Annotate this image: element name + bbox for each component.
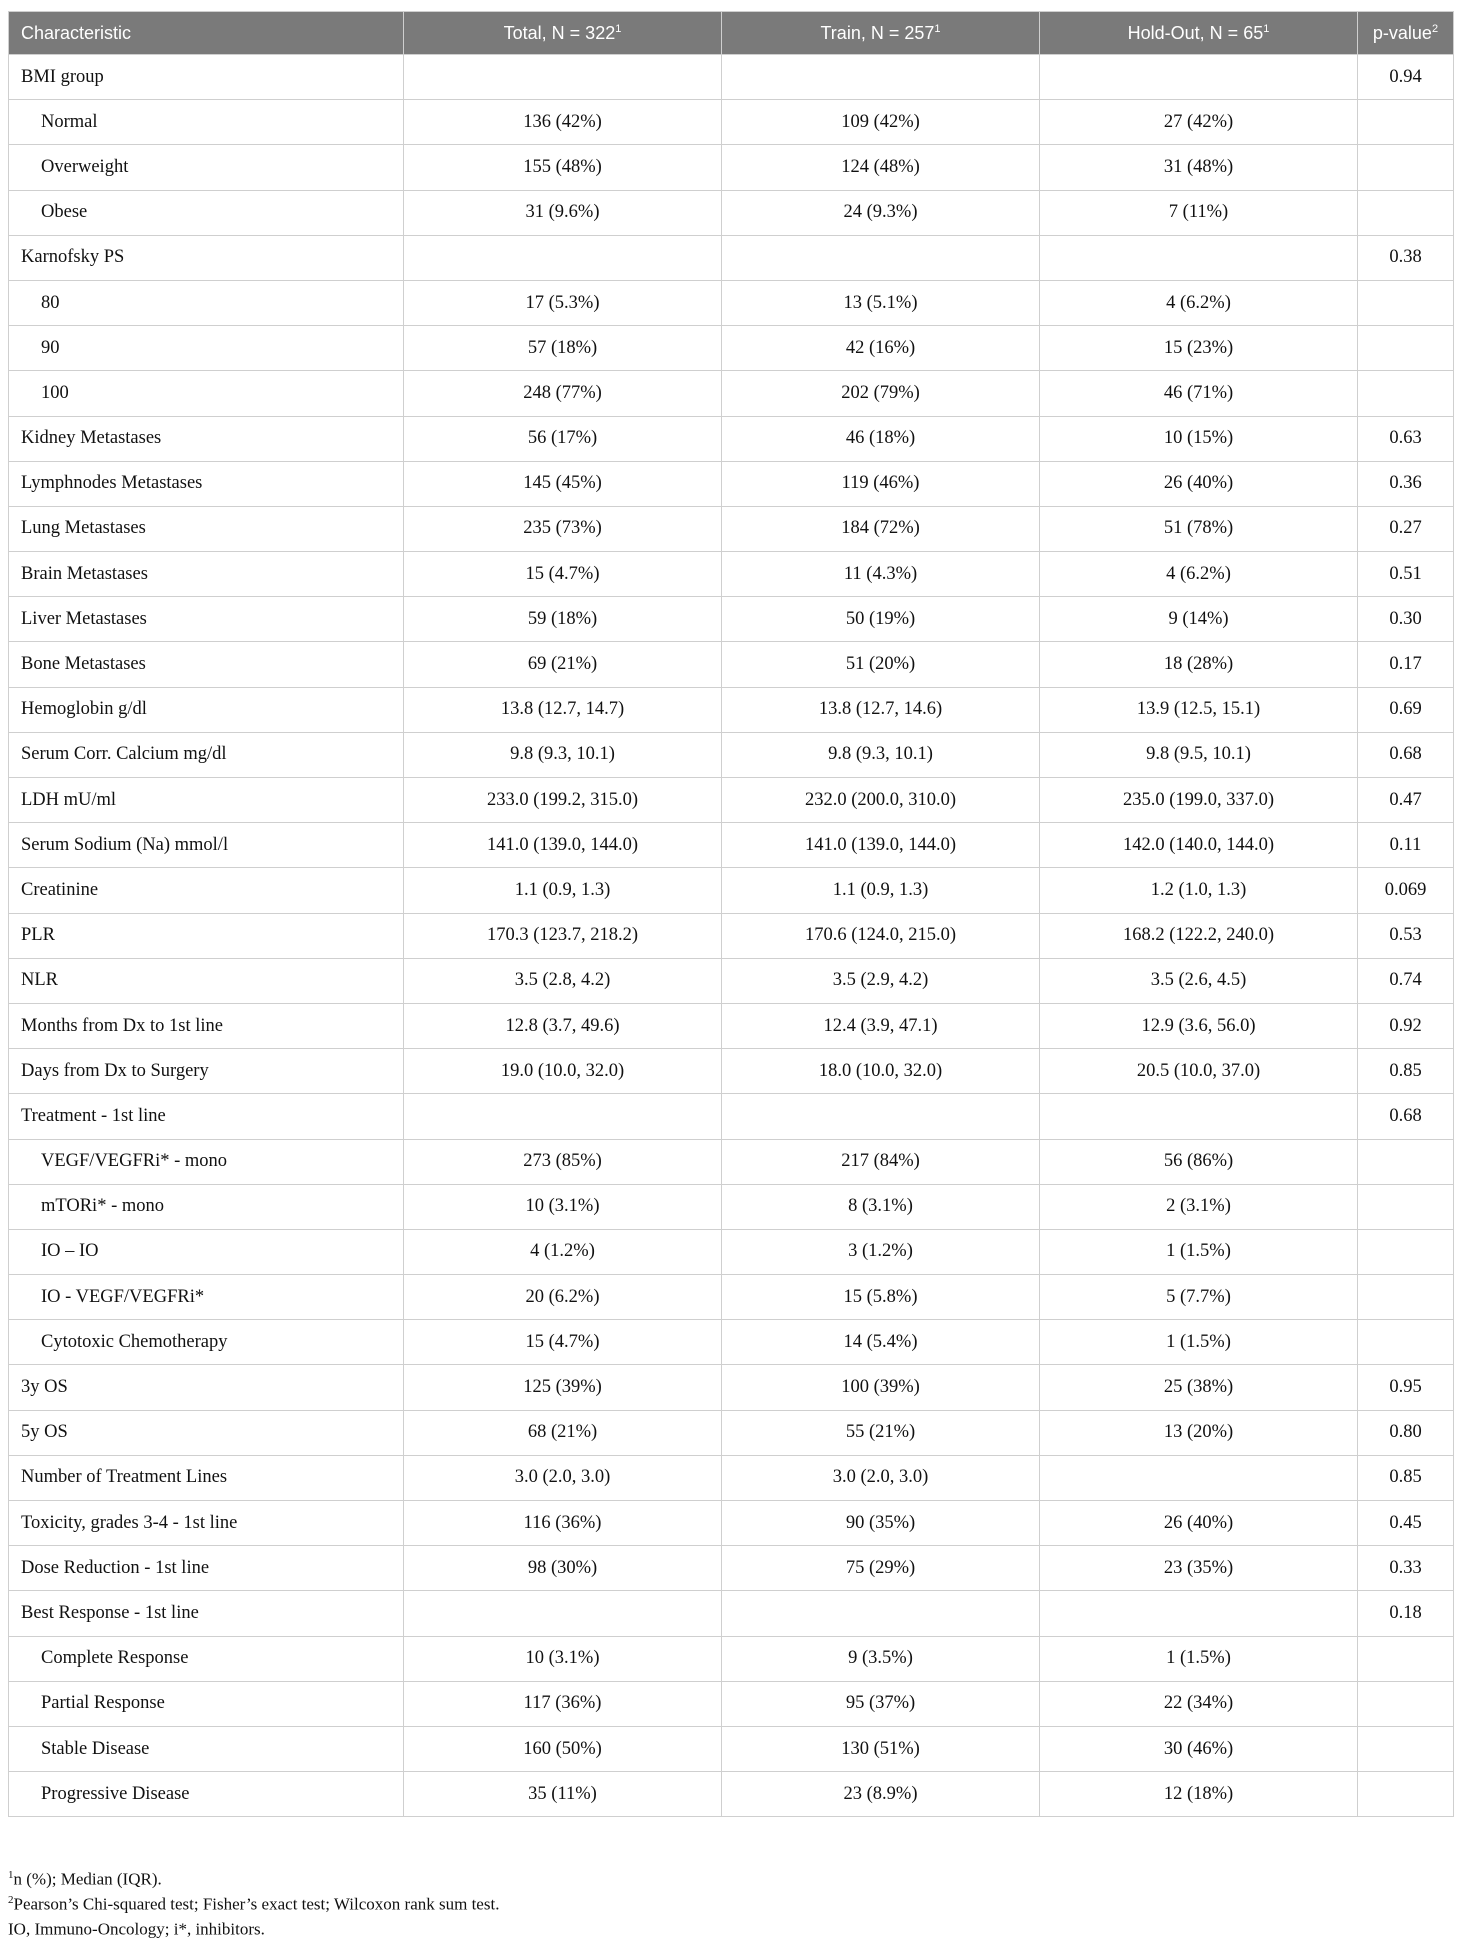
table-cell: 232.0 (200.0, 310.0) xyxy=(722,778,1040,823)
table-cell: 24 (9.3%) xyxy=(722,190,1040,235)
table-cell: 8 (3.1%) xyxy=(722,1184,1040,1229)
table-cell xyxy=(404,55,722,100)
table-cell: 9.8 (9.3, 10.1) xyxy=(722,732,1040,777)
table-cell: 141.0 (139.0, 144.0) xyxy=(722,823,1040,868)
row-label-cell: Toxicity, grades 3-4 - 1st line xyxy=(9,1501,404,1546)
table-cell: 136 (42%) xyxy=(404,100,722,145)
table-cell: 3.0 (2.0, 3.0) xyxy=(722,1455,1040,1500)
row-label-cell: Lung Metastases xyxy=(9,506,404,551)
table-cell xyxy=(404,1591,722,1636)
table-cell: 0.33 xyxy=(1358,1546,1454,1591)
table-cell: 7 (11%) xyxy=(1040,190,1358,235)
table-row xyxy=(9,687,1454,732)
row-label-cell: LDH mU/ml xyxy=(9,778,404,823)
table-cell: 55 (21%) xyxy=(722,1410,1040,1455)
table-cell xyxy=(1040,1591,1358,1636)
header-hold-out: Hold-Out, $N = 65^1$ xyxy=(1040,12,1358,55)
table-cell: 75 (29%) xyxy=(722,1546,1040,1591)
table-cell: 3.5 (2.9, 4.2) xyxy=(722,958,1040,1003)
header-train: Train, $N = 257^1$ xyxy=(722,12,1040,55)
row-label-cell: Liver Metastases xyxy=(9,597,404,642)
table-cell: 1 (1.5%) xyxy=(1040,1636,1358,1681)
table-cell xyxy=(722,1591,1040,1636)
table-cell: 42 (16%) xyxy=(722,326,1040,371)
row-label-cell: VEGF/VEGFRi* - mono xyxy=(9,1139,404,1184)
table-cell: 50 (19%) xyxy=(722,597,1040,642)
header-characteristic: Characteristic xyxy=(9,12,404,55)
table-row xyxy=(9,1275,1454,1320)
table-cell: 23 (8.9%) xyxy=(722,1772,1040,1817)
table-cell: 98 (30%) xyxy=(404,1546,722,1591)
table-cell: 59 (18%) xyxy=(404,597,722,642)
table-cell xyxy=(1358,280,1454,325)
table-cell: 68 (21%) xyxy=(404,1410,722,1455)
table-cell: 0.68 xyxy=(1358,1094,1454,1139)
table-cell xyxy=(1358,1681,1454,1726)
table-cell: 0.74 xyxy=(1358,958,1454,1003)
row-label-cell: IO – IO xyxy=(9,1229,404,1274)
table-row xyxy=(9,642,1454,687)
table-row xyxy=(9,371,1454,416)
row-label-cell: PLR xyxy=(9,913,404,958)
table-cell: 217 (84%) xyxy=(722,1139,1040,1184)
table-cell: 18.0 (10.0, 32.0) xyxy=(722,1049,1040,1094)
table-row xyxy=(9,1410,1454,1455)
table-cell: 3 (1.2%) xyxy=(722,1229,1040,1274)
table-cell: 17 (5.3%) xyxy=(404,280,722,325)
table-cell: 9.8 (9.3, 10.1) xyxy=(404,732,722,777)
table-cell: 170.6 (124.0, 215.0) xyxy=(722,913,1040,958)
table-row xyxy=(9,597,1454,642)
header-total: Total, $N = 322^1$ xyxy=(404,12,722,55)
footnote: $^1$n (%); Median (IQR). xyxy=(8,1869,162,1889)
row-label-cell: Karnofsky PS xyxy=(9,235,404,280)
table-cell: 160 (50%) xyxy=(404,1726,722,1771)
table-cell xyxy=(722,55,1040,100)
table-cell: 5 (7.7%) xyxy=(1040,1275,1358,1320)
table-cell: 0.11 xyxy=(1358,823,1454,868)
table-cell: 0.85 xyxy=(1358,1049,1454,1094)
table-cell: 9 (14%) xyxy=(1040,597,1358,642)
row-label-cell: 80 xyxy=(9,280,404,325)
table-row xyxy=(9,1681,1454,1726)
table-cell: 10 (3.1%) xyxy=(404,1636,722,1681)
row-label-cell: 3y OS xyxy=(9,1365,404,1410)
table-cell xyxy=(722,1094,1040,1139)
table-cell: 4 (1.2%) xyxy=(404,1229,722,1274)
row-label-cell: Hemoglobin g/dl xyxy=(9,687,404,732)
characteristics-table-container xyxy=(8,11,1453,1817)
table-row xyxy=(9,100,1454,145)
table-cell: 100 (39%) xyxy=(722,1365,1040,1410)
table-cell: 3.5 (2.6, 4.5) xyxy=(1040,958,1358,1003)
row-label-cell: Progressive Disease xyxy=(9,1772,404,1817)
table-cell: 184 (72%) xyxy=(722,506,1040,551)
row-label-cell: Normal xyxy=(9,100,404,145)
row-label-cell: BMI group xyxy=(9,55,404,100)
table-cell: 26 (40%) xyxy=(1040,461,1358,506)
table-cell: 9 (3.5%) xyxy=(722,1636,1040,1681)
table-row xyxy=(9,552,1454,597)
table-row xyxy=(9,506,1454,551)
table-cell: 26 (40%) xyxy=(1040,1501,1358,1546)
table-cell: 12.8 (3.7, 49.6) xyxy=(404,1003,722,1048)
table-cell: 69 (21%) xyxy=(404,642,722,687)
table-cell: 95 (37%) xyxy=(722,1681,1040,1726)
table-cell xyxy=(1358,145,1454,190)
table-cell: 0.51 xyxy=(1358,552,1454,597)
table-cell: 2 (3.1%) xyxy=(1040,1184,1358,1229)
table-header-row xyxy=(9,12,1454,55)
table-cell: 170.3 (123.7, 218.2) xyxy=(404,913,722,958)
table-cell: 15 (5.8%) xyxy=(722,1275,1040,1320)
row-label-cell: Partial Response xyxy=(9,1681,404,1726)
row-label-cell: Brain Metastases xyxy=(9,552,404,597)
table-cell xyxy=(1358,1320,1454,1365)
row-label-cell: Days from Dx to Surgery xyxy=(9,1049,404,1094)
table-cell xyxy=(1358,371,1454,416)
table-cell xyxy=(722,235,1040,280)
table-cell: 155 (48%) xyxy=(404,145,722,190)
table-cell xyxy=(1040,1094,1358,1139)
table-cell: 51 (78%) xyxy=(1040,506,1358,551)
table-cell: 0.85 xyxy=(1358,1455,1454,1500)
table-cell: 1 (1.5%) xyxy=(1040,1229,1358,1274)
table-row xyxy=(9,416,1454,461)
table-row xyxy=(9,1049,1454,1094)
table-cell: 31 (48%) xyxy=(1040,145,1358,190)
row-label-cell: mTORi* - mono xyxy=(9,1184,404,1229)
table-cell: 35 (11%) xyxy=(404,1772,722,1817)
table-cell: 168.2 (122.2, 240.0) xyxy=(1040,913,1358,958)
table-cell: 51 (20%) xyxy=(722,642,1040,687)
table-cell xyxy=(404,235,722,280)
row-label-cell: Complete Response xyxy=(9,1636,404,1681)
table-cell: 20 (6.2%) xyxy=(404,1275,722,1320)
table-row xyxy=(9,1320,1454,1365)
table-row xyxy=(9,1094,1454,1139)
table-cell: 235.0 (199.0, 337.0) xyxy=(1040,778,1358,823)
table-row xyxy=(9,1501,1454,1546)
table-cell xyxy=(1358,1184,1454,1229)
table-cell: 0.36 xyxy=(1358,461,1454,506)
table-row xyxy=(9,1003,1454,1048)
table-row xyxy=(9,1184,1454,1229)
table-cell: 12.9 (3.6, 56.0) xyxy=(1040,1003,1358,1048)
table-cell: 19.0 (10.0, 32.0) xyxy=(404,1049,722,1094)
table-cell: 15 (4.7%) xyxy=(404,552,722,597)
table-body xyxy=(9,55,1454,1817)
table-cell: 46 (18%) xyxy=(722,416,1040,461)
table-row xyxy=(9,823,1454,868)
table-cell: 14 (5.4%) xyxy=(722,1320,1040,1365)
table-cell: 13.9 (12.5, 15.1) xyxy=(1040,687,1358,732)
table-cell xyxy=(1358,190,1454,235)
table-row xyxy=(9,1365,1454,1410)
table-row xyxy=(9,55,1454,100)
table-cell: 23 (35%) xyxy=(1040,1546,1358,1591)
footnote: $^2$Pearson’s Chi-squared test; Fisher’s exact test; Wilcoxon rank sum test. xyxy=(8,1894,500,1914)
table-cell: 0.18 xyxy=(1358,1591,1454,1636)
row-label-cell: Cytotoxic Chemotherapy xyxy=(9,1320,404,1365)
table-cell: 30 (46%) xyxy=(1040,1726,1358,1771)
table-row xyxy=(9,235,1454,280)
table-cell: 1.1 (0.9, 1.3) xyxy=(404,868,722,913)
table-row xyxy=(9,190,1454,235)
table-cell: 0.38 xyxy=(1358,235,1454,280)
table-cell xyxy=(1358,1275,1454,1320)
table-cell: 273 (85%) xyxy=(404,1139,722,1184)
row-label-cell: Kidney Metastases xyxy=(9,416,404,461)
table-cell: 20.5 (10.0, 37.0) xyxy=(1040,1049,1358,1094)
table-row xyxy=(9,1455,1454,1500)
table-cell: 46 (71%) xyxy=(1040,371,1358,416)
table-cell: 116 (36%) xyxy=(404,1501,722,1546)
table-cell xyxy=(1358,1636,1454,1681)
table-cell: 0.45 xyxy=(1358,1501,1454,1546)
row-label-cell: Stable Disease xyxy=(9,1726,404,1771)
table-cell: 90 (35%) xyxy=(722,1501,1040,1546)
table-cell: 0.30 xyxy=(1358,597,1454,642)
table-cell: 4 (6.2%) xyxy=(1040,280,1358,325)
row-label-cell: Bone Metastases xyxy=(9,642,404,687)
table-cell: 142.0 (140.0, 144.0) xyxy=(1040,823,1358,868)
table-cell: 0.92 xyxy=(1358,1003,1454,1048)
table-cell xyxy=(1358,1726,1454,1771)
table-cell: 15 (4.7%) xyxy=(404,1320,722,1365)
table-row xyxy=(9,461,1454,506)
table-row xyxy=(9,326,1454,371)
table-cell xyxy=(1358,1139,1454,1184)
table-row xyxy=(9,868,1454,913)
table-row xyxy=(9,145,1454,190)
table-cell: 124 (48%) xyxy=(722,145,1040,190)
table-cell: 22 (34%) xyxy=(1040,1681,1358,1726)
table-cell: 13.8 (12.7, 14.6) xyxy=(722,687,1040,732)
row-label-cell: Serum Corr. Calcium mg/dl xyxy=(9,732,404,777)
table-cell xyxy=(1040,235,1358,280)
table-cell xyxy=(1358,1772,1454,1817)
table-cell: 0.95 xyxy=(1358,1365,1454,1410)
characteristics-table xyxy=(8,11,1454,1817)
table-cell xyxy=(1040,1455,1358,1500)
table-cell: 235 (73%) xyxy=(404,506,722,551)
table-cell: 10 (3.1%) xyxy=(404,1184,722,1229)
table-cell: 31 (9.6%) xyxy=(404,190,722,235)
table-cell: 1.1 (0.9, 1.3) xyxy=(722,868,1040,913)
row-label-cell: Best Response - 1st line xyxy=(9,1591,404,1636)
row-label-cell: Number of Treatment Lines xyxy=(9,1455,404,1500)
table-cell: 248 (77%) xyxy=(404,371,722,416)
table-cell: 27 (42%) xyxy=(1040,100,1358,145)
table-cell: 18 (28%) xyxy=(1040,642,1358,687)
table-cell: 13 (20%) xyxy=(1040,1410,1358,1455)
table-cell: 15 (23%) xyxy=(1040,326,1358,371)
table-cell: 56 (17%) xyxy=(404,416,722,461)
row-label-cell: 90 xyxy=(9,326,404,371)
row-label-cell: 5y OS xyxy=(9,1410,404,1455)
row-label-cell: Creatinine xyxy=(9,868,404,913)
table-cell xyxy=(1040,55,1358,100)
row-label-cell: Dose Reduction - 1st line xyxy=(9,1546,404,1591)
table-cell: 25 (38%) xyxy=(1040,1365,1358,1410)
table-cell: 56 (86%) xyxy=(1040,1139,1358,1184)
table-row xyxy=(9,1229,1454,1274)
table-cell: 1.2 (1.0, 1.3) xyxy=(1040,868,1358,913)
table-cell: 4 (6.2%) xyxy=(1040,552,1358,597)
table-row xyxy=(9,778,1454,823)
table-cell: 202 (79%) xyxy=(722,371,1040,416)
header-p-value: p-value$^2$ xyxy=(1358,12,1454,55)
table-cell: 12 (18%) xyxy=(1040,1772,1358,1817)
table-cell: 109 (42%) xyxy=(722,100,1040,145)
table-cell: 11 (4.3%) xyxy=(722,552,1040,597)
table-cell: 0.94 xyxy=(1358,55,1454,100)
table-cell: 0.80 xyxy=(1358,1410,1454,1455)
table-cell xyxy=(1358,326,1454,371)
table-cell: 0.68 xyxy=(1358,732,1454,777)
table-cell: 0.53 xyxy=(1358,913,1454,958)
table-cell: 125 (39%) xyxy=(404,1365,722,1410)
table-row xyxy=(9,913,1454,958)
table-cell: 12.4 (3.9, 47.1) xyxy=(722,1003,1040,1048)
row-label-cell: Obese xyxy=(9,190,404,235)
table-cell: 13 (5.1%) xyxy=(722,280,1040,325)
table-cell: 57 (18%) xyxy=(404,326,722,371)
table-row xyxy=(9,1772,1454,1817)
row-label-cell: IO - VEGF/VEGFRi* xyxy=(9,1275,404,1320)
row-label-cell: Lymphnodes Metastases xyxy=(9,461,404,506)
table-row xyxy=(9,1726,1454,1771)
row-label-cell: Months from Dx to 1st line xyxy=(9,1003,404,1048)
row-label-cell: Serum Sodium (Na) mmol/l xyxy=(9,823,404,868)
table-row xyxy=(9,1139,1454,1184)
table-cell: 10 (15%) xyxy=(1040,416,1358,461)
table-cell: 117 (36%) xyxy=(404,1681,722,1726)
row-label-cell: Treatment - 1st line xyxy=(9,1094,404,1139)
table-cell: 9.8 (9.5, 10.1) xyxy=(1040,732,1358,777)
table-cell: 119 (46%) xyxy=(722,461,1040,506)
table-cell: 3.5 (2.8, 4.2) xyxy=(404,958,722,1003)
table-cell: 0.069 xyxy=(1358,868,1454,913)
table-cell: 145 (45%) xyxy=(404,461,722,506)
table-cell: 233.0 (199.2, 315.0) xyxy=(404,778,722,823)
table-row xyxy=(9,1546,1454,1591)
table-row xyxy=(9,1591,1454,1636)
table-cell: 0.17 xyxy=(1358,642,1454,687)
table-row xyxy=(9,1636,1454,1681)
table-cell: 0.47 xyxy=(1358,778,1454,823)
table-row xyxy=(9,280,1454,325)
table-footnotes xyxy=(8,1863,1453,1938)
table-cell: 141.0 (139.0, 144.0) xyxy=(404,823,722,868)
footnote: IO, Immuno-Oncology; i*, inhibitors. xyxy=(8,1919,265,1939)
table-cell: 3.0 (2.0, 3.0) xyxy=(404,1455,722,1500)
table-cell: 0.27 xyxy=(1358,506,1454,551)
table-cell xyxy=(1358,100,1454,145)
table-cell xyxy=(404,1094,722,1139)
table-cell: 13.8 (12.7, 14.7) xyxy=(404,687,722,732)
table-cell: 130 (51%) xyxy=(722,1726,1040,1771)
row-label-cell: Overweight xyxy=(9,145,404,190)
table-cell: 0.69 xyxy=(1358,687,1454,732)
table-cell: 1 (1.5%) xyxy=(1040,1320,1358,1365)
row-label-cell: 100 xyxy=(9,371,404,416)
table-cell xyxy=(1358,1229,1454,1274)
table-row xyxy=(9,958,1454,1003)
table-row xyxy=(9,732,1454,777)
table-cell: 0.63 xyxy=(1358,416,1454,461)
row-label-cell: NLR xyxy=(9,958,404,1003)
